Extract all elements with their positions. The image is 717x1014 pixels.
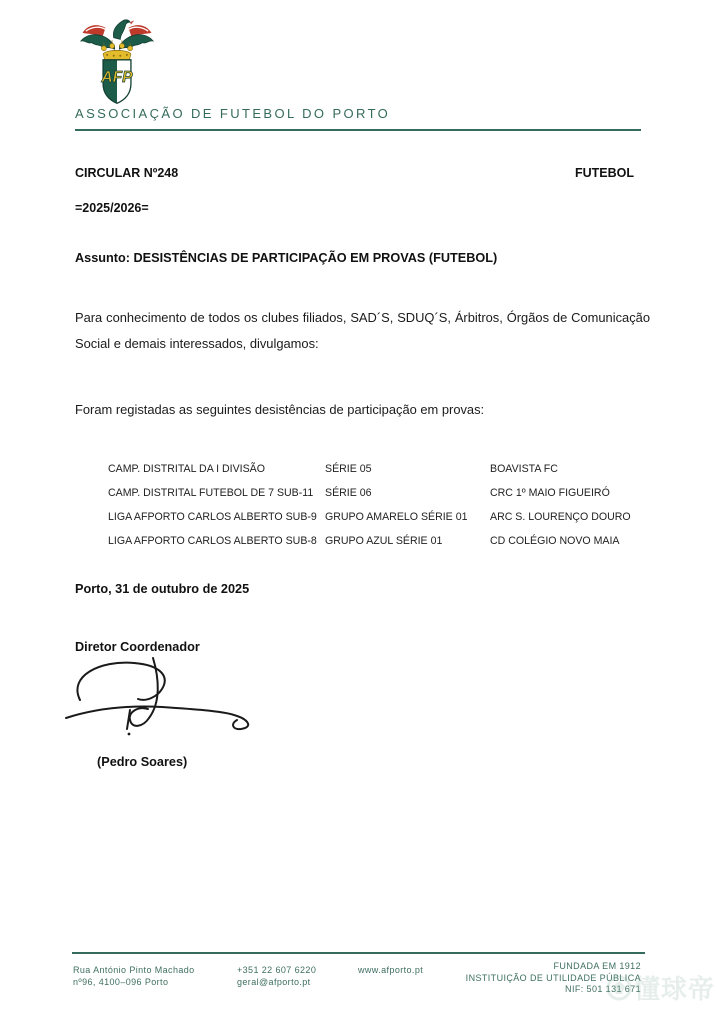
- subject-line: Assunto: DESISTÊNCIAS DE PARTICIPAÇÃO EM PROVAS (FUTEBOL): [75, 251, 498, 265]
- footer-phone: +351 22 607 6220: [237, 965, 317, 975]
- body-paragraph-2: Foram registadas as seguintes desistências de participação em provas:: [75, 402, 485, 417]
- header-divider: [75, 129, 641, 131]
- serie-cell: GRUPO AZUL SÉRIE 01: [325, 535, 443, 547]
- footer-divider: [72, 952, 645, 954]
- table-row: [108, 505, 648, 529]
- serie-cell: GRUPO AMARELO SÉRIE 01: [325, 511, 468, 523]
- circular-heading-row: [75, 166, 634, 180]
- serie-cell: SÉRIE 06: [325, 487, 372, 499]
- club-cell: BOAVISTA FC: [490, 463, 558, 475]
- footer-address-line2: nº96, 4100–096 Porto: [73, 976, 169, 987]
- serie-cell: SÉRIE 05: [325, 463, 372, 475]
- footer-email: geral@afporto.pt: [237, 976, 311, 987]
- afp-crest-logo-icon: [76, 13, 158, 105]
- season-label: =2025/2026=: [75, 201, 149, 215]
- footer-institutional: [466, 961, 641, 996]
- signer-name: (Pedro Soares): [97, 755, 188, 769]
- footer-contacts: [237, 965, 316, 988]
- footer-website: www.afporto.pt: [358, 965, 424, 975]
- club-cell: ARC S. LOURENÇO DOURO: [490, 511, 631, 523]
- circular-number: CIRCULAR Nº248: [75, 166, 179, 180]
- table-row: [108, 529, 648, 553]
- club-cell: CD COLÉGIO NOVO MAIA: [490, 535, 620, 547]
- footer-institution: INSTITUIÇÃO DE UTILIDADE PÚBLICA: [465, 972, 641, 983]
- club-cell: CRC 1º MAIO FIGUEIRÓ: [490, 487, 610, 499]
- watermark-text: 懂球帝: [633, 974, 715, 1004]
- org-name: ASSOCIAÇÃO DE FUTEBOL DO PORTO: [75, 106, 391, 121]
- signer-title: Diretor Coordenador: [75, 640, 200, 654]
- svg-text:AFP: AFP: [101, 68, 133, 86]
- withdrawals-table: [108, 457, 648, 553]
- table-row: [108, 457, 648, 481]
- signature-image: [64, 656, 284, 741]
- body-paragraph-1: Para conhecimento de todos os clubes filiados, SAD´S, SDUQ´S, Árbitros, Órgãos de Comunicação Social e demais interessados, divulgamos:: [75, 310, 650, 351]
- footer-nif: NIF: 501 131 671: [565, 984, 641, 994]
- competition-cell: CAMP. DISTRITAL FUTEBOL DE 7 SUB-11: [108, 487, 314, 499]
- section-label: FUTEBOL: [574, 166, 634, 180]
- footer-founded: FUNDADA EM 1912: [553, 961, 641, 971]
- competition-cell: LIGA AFPORTO CARLOS ALBERTO SUB-8: [108, 535, 317, 547]
- footer-address: [73, 965, 195, 988]
- table-row: [108, 481, 648, 505]
- competition-cell: CAMP. DISTRITAL DA I DIVISÃO: [108, 463, 265, 475]
- footer-address-line1: Rua António Pinto Machado: [73, 965, 195, 975]
- dateline: Porto, 31 de outubro de 2025: [75, 582, 250, 596]
- competition-cell: LIGA AFPORTO CARLOS ALBERTO SUB-9: [108, 511, 317, 523]
